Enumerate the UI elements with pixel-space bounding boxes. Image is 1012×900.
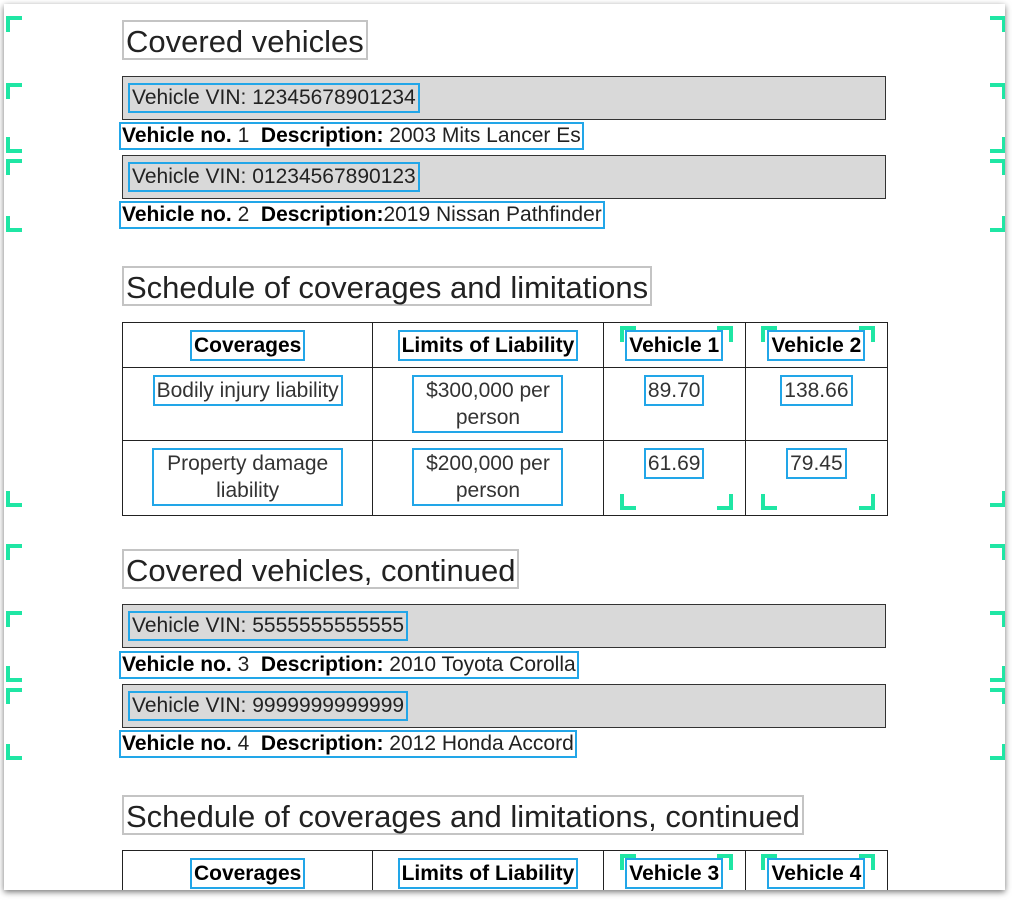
coverage-table [122, 322, 888, 516]
vehicle-vin-3: Vehicle VIN: 5555555555555 [132, 614, 405, 637]
corner-marker [6, 137, 22, 153]
corner-marker [990, 216, 1005, 232]
corner-marker [761, 326, 777, 342]
premium-value: 138.66 [784, 379, 849, 402]
coverage-name: Property damage liability [154, 450, 341, 504]
corner-marker [717, 494, 733, 510]
corner-marker [761, 854, 777, 870]
coverage-name: Bodily injury liability [156, 379, 339, 402]
vehicle-vin-box [122, 604, 886, 648]
column-header: Limits of Liability [401, 333, 575, 357]
corner-marker [990, 744, 1005, 760]
corner-marker [859, 494, 875, 510]
corner-marker [990, 688, 1005, 704]
vehicle-description-3: Vehicle no. 3 Description: 2010 Toyota Corolla [122, 653, 576, 676]
section-heading-covered-vehicles: Covered vehicles [122, 20, 368, 60]
corner-marker [6, 16, 22, 32]
corner-marker [6, 744, 22, 760]
column-header: Coverages [193, 861, 302, 885]
corner-marker [717, 854, 733, 870]
column-header: Vehicle 1 [629, 333, 720, 357]
table-row [123, 368, 888, 441]
corner-marker [990, 137, 1005, 153]
corner-marker [6, 159, 22, 175]
vehicle-vin-2: Vehicle VIN: 01234567890123 [132, 165, 416, 188]
vehicle-vin-4: Vehicle VIN: 9999999999999 [132, 694, 405, 717]
vehicle-vin-box [122, 76, 886, 120]
vehicle-vin-box [122, 684, 886, 728]
corner-marker [6, 688, 22, 704]
vehicle-description-4: Vehicle no. 4 Description: 2012 Honda Accord [122, 732, 574, 755]
column-header: Vehicle 4 [771, 861, 862, 885]
vehicle-vin-1: Vehicle VIN: 12345678901234 [132, 86, 416, 109]
premium-value: 89.70 [647, 379, 701, 402]
corner-marker [859, 326, 875, 342]
column-header: Coverages [193, 333, 302, 357]
corner-marker [990, 16, 1005, 32]
document-page [4, 4, 1005, 890]
section-heading-schedule: Schedule of coverages and limitations [122, 266, 652, 306]
corner-marker [990, 666, 1005, 682]
corner-marker [990, 159, 1005, 175]
column-header: Limits of Liability [401, 861, 575, 885]
vehicle-vin-box [122, 155, 886, 199]
corner-marker [990, 83, 1005, 99]
corner-marker [6, 611, 22, 627]
premium-value: 79.45 [790, 452, 843, 475]
corner-marker [859, 854, 875, 870]
premium-value: 61.69 [647, 452, 701, 475]
limit-of-liability: $300,000 per person [414, 377, 561, 431]
corner-marker [6, 216, 22, 232]
corner-marker [990, 544, 1005, 560]
corner-marker [990, 491, 1005, 507]
limit-of-liability: $200,000 per person [414, 450, 561, 504]
corner-marker [6, 83, 22, 99]
corner-marker [6, 491, 22, 507]
column-header: Vehicle 3 [629, 861, 720, 885]
corner-marker [620, 326, 636, 342]
corner-marker [620, 854, 636, 870]
vehicle-description-1: Vehicle no. 1 Description: 2003 Mits Lancer Es [122, 124, 581, 147]
corner-marker [990, 611, 1005, 627]
corner-marker [6, 544, 22, 560]
section-heading-schedule-continued: Schedule of coverages and limitations, continued [122, 795, 804, 835]
corner-marker [620, 494, 636, 510]
column-header: Vehicle 2 [771, 333, 862, 357]
corner-marker [6, 666, 22, 682]
vehicle-description-2: Vehicle no. 2 Description:2019 Nissan Pathfinder [122, 203, 602, 226]
corner-marker [761, 494, 777, 510]
section-heading-covered-vehicles-continued: Covered vehicles, continued [122, 549, 519, 589]
corner-marker [717, 326, 733, 342]
